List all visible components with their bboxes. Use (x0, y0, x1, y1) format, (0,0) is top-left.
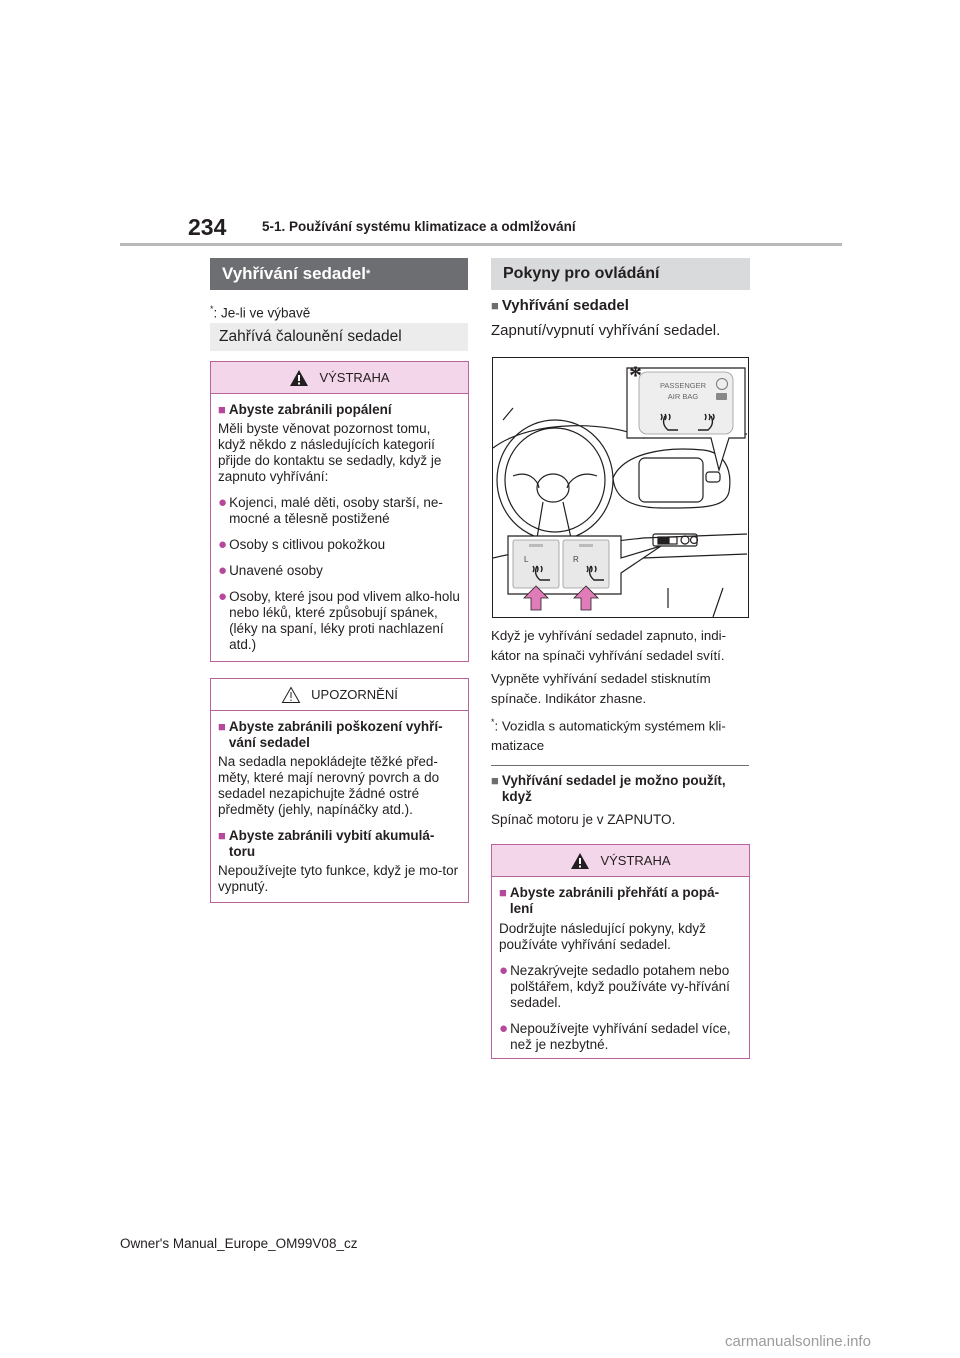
warning-bullet (218, 537, 460, 553)
caution-title: UPOZORNĚNÍ (311, 687, 398, 702)
square-bullet-icon: ■ (491, 298, 499, 313)
summary-box: Zahřívá čalounění sedadel (210, 323, 468, 351)
warning-triangle-icon (570, 852, 590, 870)
turn-off-text: Vypněte vyhřívání sedadel stisknutím spínače. Indikátor zhasne. (491, 671, 711, 706)
bullet-text: Kojenci, malé děti, osoby starší, ne-mocné a tělesně postižené (229, 495, 443, 526)
bullet-dot-icon: ● (499, 962, 509, 979)
page-number: 234 (188, 214, 227, 240)
subheading-seat-heating (491, 298, 629, 314)
seat-heater-figure (492, 357, 749, 618)
chapter-title: 5-1. Používání systému klimatizace a odmlžování (262, 219, 576, 234)
indicator-on-text: Když je vyhřívání sedadel zapnuto, indi-kátor na spínači vyhřívání sedadel svítí. (491, 628, 727, 663)
ac-footnote (491, 712, 753, 756)
availability-footnote (210, 301, 310, 322)
warning-heading (499, 885, 741, 917)
footnote-star: * (491, 717, 495, 727)
caution-box (210, 678, 469, 903)
square-bullet-icon: ■ (499, 885, 507, 900)
subheading-usable-when (491, 773, 753, 805)
caution-heading (218, 719, 460, 751)
square-bullet-icon: ■ (218, 719, 226, 734)
steering-wheel-rim (497, 420, 613, 540)
bullet-text: Unavené osoby (229, 563, 323, 578)
infotainment-screen (639, 458, 703, 502)
section-title-star: * (365, 268, 371, 280)
warning-header (492, 845, 749, 877)
footnote-star: * (210, 304, 214, 314)
subheading-text: Vyhřívání sedadel je možno použít, když (501, 773, 726, 804)
watermark: carmanualsonline.info (725, 1333, 871, 1350)
right-seat-heater-button (563, 540, 609, 588)
warning-title: VÝSTRAHA (319, 370, 390, 385)
airbag-label: AIR BAG (667, 392, 699, 401)
square-bullet-icon: ■ (218, 402, 226, 417)
caution-heading-text: Abyste zabránili poškození vyhří-vání sedadel (228, 719, 443, 750)
left-seat-heater-button (513, 540, 559, 588)
warning-bullet (218, 563, 460, 579)
warning-box (491, 844, 750, 1059)
left-button-label: L (524, 555, 529, 564)
bullet-text: Nezakrývejte sedadlo potahem nebo polštářem, když používáte vy-hřívání sedadel. (510, 963, 730, 1010)
warning-triangle-icon (289, 369, 309, 387)
warning-bullet (499, 963, 741, 1011)
square-bullet-icon: ■ (491, 773, 499, 788)
figure-star: * (629, 361, 642, 390)
bullet-dot-icon: ● (218, 588, 228, 605)
bullet-dot-icon: ● (218, 494, 228, 511)
footer-manual-id: Owner's Manual_Europe_OM99V08_cz (120, 1236, 358, 1251)
bullet-dot-icon: ● (499, 1020, 509, 1037)
warning-bullet (499, 1021, 741, 1053)
bullet-dot-icon: ● (218, 536, 228, 553)
warning-heading (218, 402, 460, 418)
section-title-text: Vyhřívání sedadel (222, 264, 366, 283)
caution-heading-text: Abyste zabránili vybití akumulá-toru (228, 828, 435, 859)
bullet-dot-icon: ● (218, 562, 228, 579)
subheading-description: Zapnutí/vypnutí vyhřívání sedadel. (491, 322, 721, 339)
subheading-text: Vyhřívání sedadel (501, 297, 629, 314)
caution-header (211, 679, 468, 711)
square-bullet-icon: ■ (218, 828, 226, 843)
footnote-text: : Je-li ve výbavě (213, 305, 311, 321)
header-rule (120, 243, 842, 246)
passenger-label: PASSENGER (659, 381, 707, 390)
warning-title: VÝSTRAHA (600, 853, 671, 868)
caution-heading (218, 828, 460, 860)
warning-intro: Dodržujte následující pokyny, když používáte vyhřívání sedadel. (499, 921, 706, 952)
caution-triangle-icon (281, 686, 301, 704)
warning-bullet (218, 495, 460, 527)
warning-intro: Měli byste věnovat pozornost tomu, když někdo z následujících kategorií přijde do kontaktu se sedadly, když je zapnuto vyhřívání: (218, 421, 442, 484)
warning-box (210, 361, 469, 662)
right-button-label: R (573, 555, 579, 564)
usable-when-text: Spínač motoru je v ZAPNUTO. (491, 812, 676, 827)
warning-heading-text: Abyste zabránili přehřátí a popá-lení (509, 885, 720, 916)
bullet-text: Osoby s citlivou pokožkou (229, 537, 386, 552)
warning-header (211, 362, 468, 394)
footnote-text: : Vozidla s automatickým systémem kli-matizace (491, 718, 726, 754)
caution-text: Na sedadla nepokládejte těžké před-měty, které mají nerovný povrch a do sedadel nezapichujte žádné ostré předměty (jehly, napínáčky atd.). (218, 754, 440, 817)
section-title-instructions: Pokyny pro ovládání (491, 258, 750, 290)
warning-bullet (218, 589, 460, 653)
dashboard-illustration (493, 358, 748, 617)
section-title-seat-heating (210, 258, 468, 290)
bullet-text: Nepoužívejte vyhřívání sedadel více, než je nezbytné. (510, 1021, 731, 1052)
warning-heading-text: Abyste zabránili popálení (228, 402, 392, 417)
caution-text: Nepoužívejte tyto funkce, když je mo-tor vypnutý. (218, 863, 459, 894)
bullet-text: Osoby, které jsou pod vlivem alko-holu nebo léků, které způsobují spánek, (léky na spaní, léky proti nachlazení atd.) (229, 589, 460, 652)
divider (491, 765, 749, 766)
